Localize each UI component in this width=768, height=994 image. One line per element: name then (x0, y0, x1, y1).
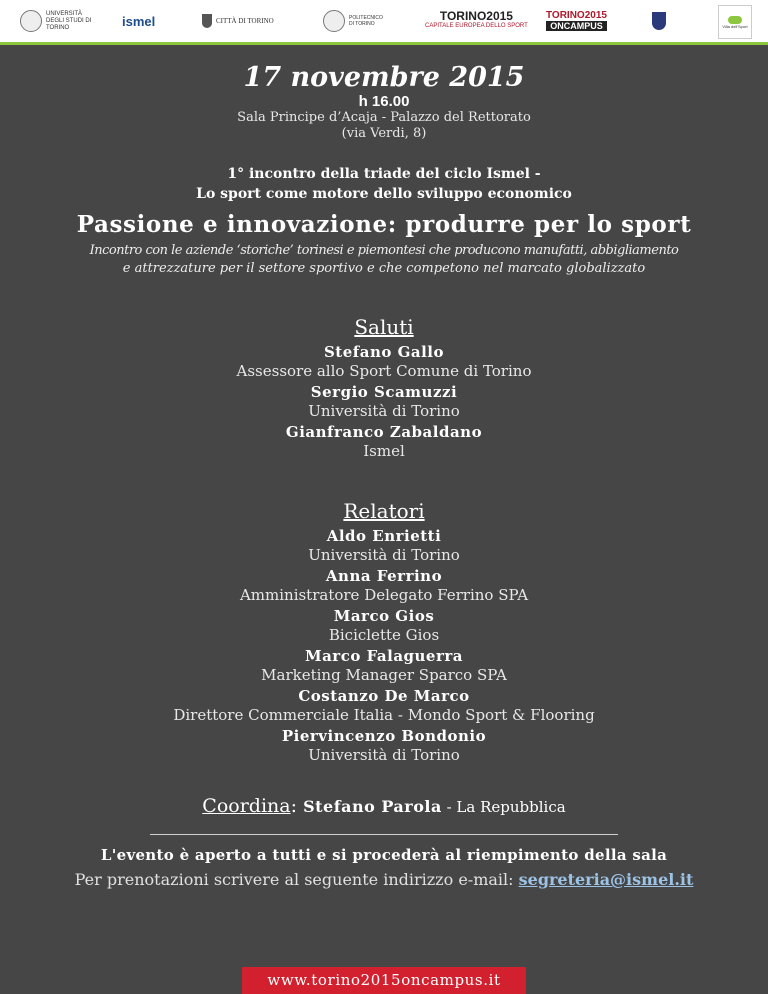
event-title: Passione e innovazione: produrre per lo sport (76, 211, 692, 238)
logo-citta-torino: CITTÀ DI TORINO (202, 9, 274, 33)
event-address: (via Verdi, 8) (341, 126, 427, 141)
event-date: 17 novembre 2015 (243, 62, 525, 93)
coordina-colon: : (290, 795, 298, 817)
relatore-role: Marketing Manager Sparco SPA (261, 666, 507, 684)
saluti-name: Gianfranco Zabaldano (285, 423, 483, 441)
saluti-role: Assessore allo Sport Comune di Torino (236, 362, 532, 380)
event-venue: Sala Principe d’Acaja - Palazzo del Rettorato (237, 110, 531, 125)
saluti-name: Sergio Scamuzzi (310, 383, 458, 401)
relatore-name: Aldo Enrietti (326, 527, 442, 545)
unito-seal-icon (20, 10, 42, 32)
coordina-line (0, 794, 768, 819)
relatore-name: Piervincenzo Bondonio (281, 727, 487, 745)
coordina-org: - La Repubblica (441, 798, 566, 816)
website-banner[interactable]: www.torino2015oncampus.it (242, 967, 526, 994)
relatori-heading: Relatori (343, 499, 425, 523)
saluti-name: Stefano Gallo (323, 343, 445, 361)
shield-icon (652, 12, 666, 30)
header-logo-bar (0, 0, 768, 45)
relatore-role: Università di Torino (308, 546, 460, 564)
relatore-role: Direttore Commerciale Italia - Mondo Sport & Flooring (173, 706, 595, 724)
logo-shield (652, 9, 670, 33)
citta-shield-icon (202, 14, 212, 28)
booking-line (0, 869, 768, 891)
villa-leaf-icon (728, 16, 742, 24)
saluti-role: Ismel (363, 442, 405, 460)
logo-ismel: ismel (122, 13, 156, 29)
relatore-role: Biciclette Gios (328, 626, 440, 644)
poster-content (0, 45, 768, 891)
relatore-name: Marco Gios (333, 607, 435, 625)
coordina-name: Stefano Parola (303, 797, 442, 816)
event-desc-line-2: e attrezzature per il settore sportivo e che competono nel marcato globalizzato (122, 261, 646, 276)
email-link[interactable]: segreteria@ismel.it (518, 870, 694, 889)
saluti-role: Università di Torino (308, 402, 460, 420)
relatore-name: Anna Ferrino (325, 567, 443, 585)
relatore-name: Costanzo De Marco (298, 687, 470, 705)
saluti-list (0, 342, 768, 460)
logo-torino2015: TORINO2015 CAPITALE EUROPEA DELLO SPORT (425, 9, 528, 29)
relatore-role: Amministratore Delegato Ferrino SPA (239, 586, 529, 604)
logo-unito: UNIVERSITÀ DEGLI STUDI DI TORINO (20, 9, 94, 33)
event-desc-line-1: Incontro con le aziende ‘storiche’ torinesi e piemontesi che producono manufatti, abbigliamento (89, 243, 679, 258)
cycle-line-1: 1° incontro della triade del ciclo Ismel - (227, 166, 541, 182)
saluti-heading: Saluti (354, 315, 414, 339)
cycle-line-2: Lo sport come motore dello sviluppo economico (196, 186, 572, 202)
divider (150, 834, 618, 835)
relatori-list (0, 526, 768, 764)
booking-text: Per prenotazioni scrivere al seguente indirizzo e-mail: (74, 870, 519, 889)
relatore-role: Università di Torino (308, 746, 460, 764)
logo-oncampus: TORINO2015 ONCAMPUS (546, 10, 607, 31)
event-time: h 16.00 (358, 93, 410, 110)
relatore-name: Marco Falaguerra (304, 647, 463, 665)
polito-seal-icon (323, 10, 345, 32)
logo-villa: Villa dell'Sport (718, 5, 752, 39)
coordina-label: Coordina (202, 795, 291, 817)
logo-polito: POLITECNICO DI TORINO (323, 9, 379, 33)
open-notice: L'evento è aperto a tutti e si procederà al riempimento della sala (100, 846, 668, 864)
